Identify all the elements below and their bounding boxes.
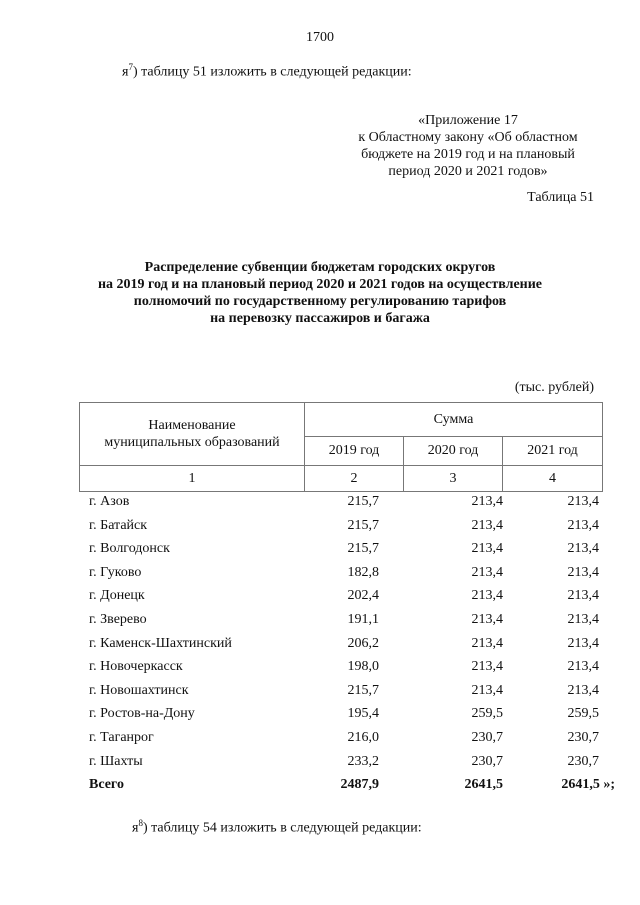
row-name: г. Азов [89,494,130,509]
row-value-2019: 215,7 [347,517,379,533]
row-value-2019: 233,2 [347,753,379,769]
total-value-2021: 2641,5 [561,777,600,793]
row-value-2021: 213,4 [567,635,599,651]
row-name: г. Гуково [89,564,142,580]
row-value-2021: 213,4 [567,659,599,675]
title-line: на 2019 год и на плановый период 2020 и 2021 годов на осуществление [97,277,543,292]
row-value-2020: 213,4 [471,564,503,580]
title-line: полномочий по государственному регулированию тарифов [133,294,507,309]
table-row [79,683,603,707]
table-row [79,541,603,565]
row-value-2021: 213,4 [567,564,599,580]
row-name: г. Донецк [89,588,145,604]
header-col-number: 4 [503,466,603,492]
row-value-2019: 202,4 [347,588,379,604]
row-value-2019: 215,7 [347,541,379,557]
header-name-line: муниципальных образований [104,435,280,450]
outro-prefix: я [132,820,139,836]
row-value-2021: 213,4 [567,611,599,627]
total-row [79,777,615,801]
header-name-line: Наименование [148,418,236,433]
header-year-2020: 2020 год [404,437,503,466]
table-header [79,402,603,492]
row-value-2020: 230,7 [471,753,503,769]
table-row [79,588,603,612]
row-name: г. Зверево [89,611,147,627]
row-value-2021: 213,4 [567,541,599,557]
table-row [79,730,603,754]
row-name: г. Таганрог [89,729,154,745]
row-value-2020: 213,4 [471,541,503,557]
row-value-2020: 213,4 [471,588,503,604]
row-value-2019: 182,8 [347,564,379,580]
intro-superscript: 7 [128,62,133,72]
row-value-2019: 206,2 [347,635,379,651]
row-value-2021: 213,4 [567,517,599,533]
page-number: 1700 [306,30,334,45]
appendix-line: к Областному закону «Об областном [358,130,578,145]
closing-quote: »; [599,777,615,793]
header-col-number: 3 [404,466,503,492]
row-name: г. Батайск [89,517,148,533]
header-sum: Сумма [305,403,603,437]
outro-paragraph [132,818,422,837]
row-value-2020: 230,7 [471,729,503,745]
row-value-2021: 230,7 [567,753,599,769]
outro-text: ) таблицу 54 изложить в следующей редакции: [142,820,422,836]
row-value-2021: 213,4 [567,494,599,509]
total-value-2019: 2487,9 [340,777,379,793]
table-row [79,565,603,589]
outro-superscript: 8 [138,818,143,828]
total-value-2021-group [561,777,615,793]
table-row [79,754,603,778]
row-value-2020: 213,4 [471,659,503,675]
title-line: на перевозку пассажиров и багажа [210,311,430,326]
row-value-2019: 191,1 [347,611,379,627]
total-name: Всего [89,777,124,793]
row-name: г. Ростов-на-Дону [89,706,195,722]
appendix-line: «Приложение 17 [418,113,518,128]
table-body [79,494,615,801]
row-value-2020: 213,4 [471,494,503,509]
header-name-column [80,403,305,466]
intro-prefix: я [122,64,129,80]
header-year-2019: 2019 год [305,437,404,466]
row-value-2020: 259,5 [471,706,503,722]
row-name: г. Новочеркасск [89,659,183,675]
total-value-2020: 2641,5 [464,777,503,793]
header-col-number: 2 [305,466,404,492]
table-row [79,659,603,683]
units-label: (тыс. рублей) [514,380,594,395]
intro-text: ) таблицу 51 изложить в следующей редакции: [132,64,412,80]
row-value-2020: 213,4 [471,635,503,651]
appendix-line: период 2020 и 2021 годов» [388,164,548,179]
table-row [79,612,603,636]
row-value-2020: 213,4 [471,611,503,627]
row-value-2021: 213,4 [567,682,599,698]
table-row [79,494,603,518]
row-value-2019: 198,0 [347,659,379,675]
row-name: г. Шахты [89,753,143,769]
header-year-2021: 2021 год [503,437,603,466]
row-value-2019: 216,0 [347,729,379,745]
appendix-line: бюджете на 2019 год и на плановый [361,147,575,162]
row-name: г. Каменск-Шахтинский [89,635,232,651]
row-value-2020: 213,4 [471,517,503,533]
table-label: Таблица 51 [527,190,594,205]
title-line: Распределение субвенции бюджетам городских округов [144,260,496,275]
row-value-2021: 213,4 [567,588,599,604]
table-row [79,636,603,660]
row-value-2019: 215,7 [347,494,379,509]
row-value-2019: 195,4 [347,706,379,722]
appendix-note [318,112,618,180]
row-value-2021: 259,5 [567,706,599,722]
row-name: г. Новошахтинск [89,682,189,698]
document-title [0,259,640,327]
row-value-2019: 215,7 [347,682,379,698]
header-col-number: 1 [80,466,305,492]
row-name: г. Волгодонск [89,541,170,557]
row-value-2021: 230,7 [567,729,599,745]
table-row [79,518,603,542]
intro-paragraph [122,62,412,81]
table-row [79,706,603,730]
row-value-2020: 213,4 [471,682,503,698]
